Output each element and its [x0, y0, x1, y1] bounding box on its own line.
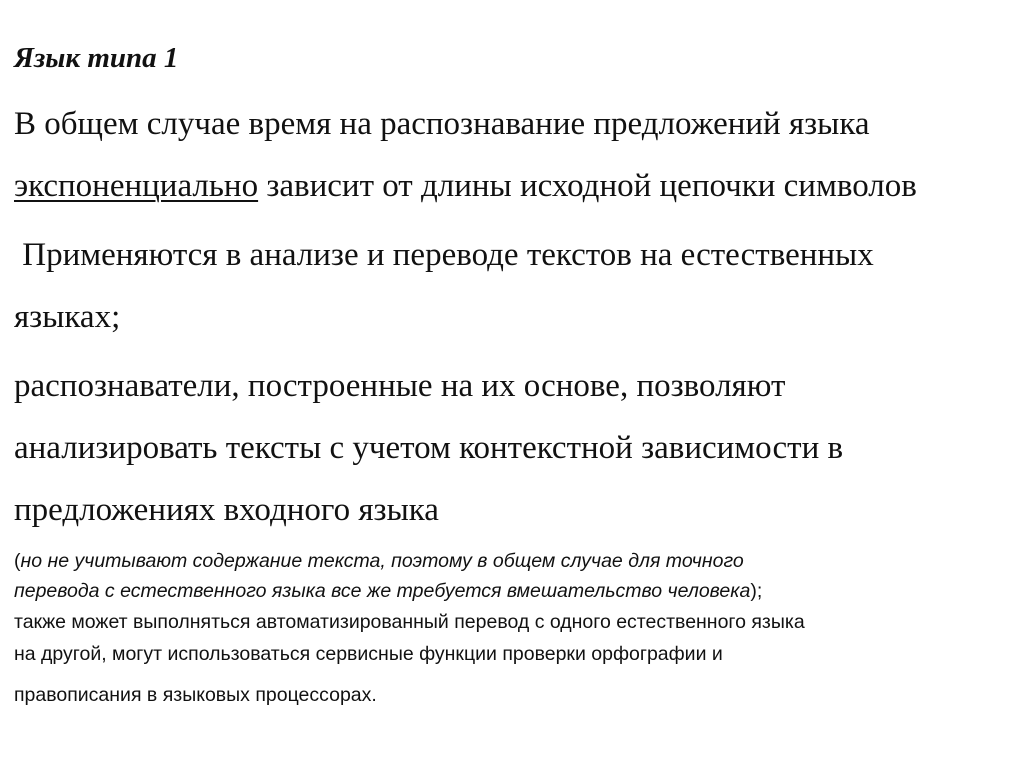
note-line-5: правописания в языковых процессорах. [14, 684, 377, 706]
paragraph-3-line-2: анализировать тексты с учетом контекстной зависимости в [14, 430, 844, 466]
slide-title: Язык типа 1 [14, 42, 179, 74]
paragraph-1-line-1: В общем случае время на распознавание предложений языка [14, 106, 870, 142]
note-line-1 [14, 549, 744, 573]
note-line-2 [14, 579, 762, 603]
note-open-paren: ( [14, 550, 21, 572]
paragraph-1-line-2-rest: зависит от длины исходной цепочки символов [258, 168, 917, 204]
note-italic-line-1: но не учитывают содержание текста, поэтому в общем случае для точного [20, 550, 744, 572]
paragraph-1-line-2 [14, 166, 917, 206]
paragraph-3-line-1: распознаватели, построенные на их основе, позволяют [14, 368, 786, 404]
note-line-3: также может выполняться автоматизированный перевод с одного естественного языка [14, 611, 805, 633]
note-close: ); [750, 580, 763, 602]
paragraph-3-line-3: предложениях входного языка [14, 492, 439, 528]
note-italic-line-2: перевода с естественного языка все же требуется вмешательство человека [14, 580, 751, 602]
underlined-term: экспоненциально [14, 168, 259, 204]
paragraph-2-line-1: Применяются в анализе и переводе текстов на естественных [14, 237, 874, 273]
note-line-4: на другой, могут использоваться сервисные функции проверки орфографии и [14, 643, 723, 665]
paragraph-2-line-2: языках; [14, 299, 121, 335]
